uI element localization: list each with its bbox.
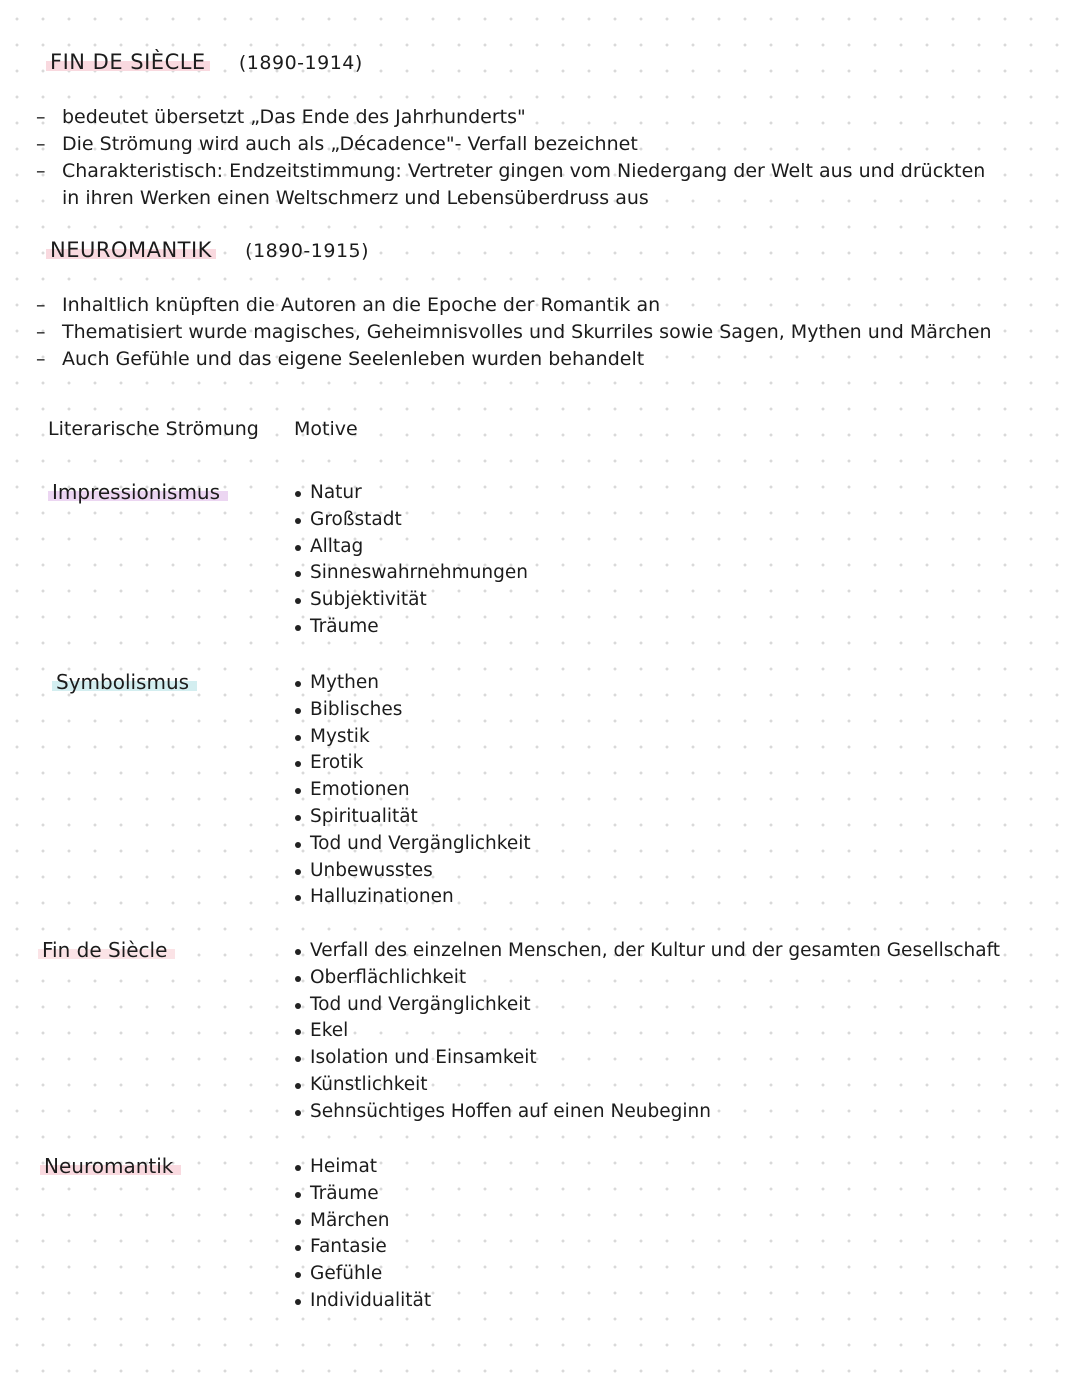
fin-de-siecle-notes [36, 104, 1036, 212]
motif-item: Sehnsüchtiges Hoffen auf einen Neubeginn [294, 1099, 1054, 1126]
movement-symbolismus: Symbolismus [52, 670, 197, 694]
section-heading-neuromantik [46, 238, 369, 262]
section-heading-fin-de-siecle [46, 50, 363, 74]
motif-item: Alltag [294, 534, 1054, 561]
motif-item: Individualität [294, 1288, 1054, 1315]
motif-item: Natur [294, 480, 1054, 507]
motif-item: Mystik [294, 724, 1054, 751]
motif-item: Isolation und Einsamkeit [294, 1045, 1054, 1072]
note-item: – Die Strömung wird auch als „Décadence"- Verfall bezeichnet [36, 131, 1036, 158]
motif-item: Fantasie [294, 1234, 1054, 1261]
motif-item: Ekel [294, 1018, 1054, 1045]
motif-item: Erotik [294, 750, 1054, 777]
motif-item: Tod und Vergänglichkeit [294, 992, 1054, 1019]
motif-item: Oberflächlichkeit [294, 965, 1054, 992]
section-years: (1890-1915) [245, 240, 370, 262]
movement-neuromantik: Neuromantik [40, 1154, 181, 1178]
movement-impressionismus: Impressionismus [48, 480, 228, 504]
motif-item: Spiritualität [294, 804, 1054, 831]
column-header-movement: Literarische Strömung [48, 418, 259, 440]
note-item: – Inhaltlich knüpften die Autoren an die Epoche der Romantik an [36, 292, 1036, 319]
note-item: – Thematisiert wurde magisches, Geheimnisvolles und Skurriles sowie Sagen, Mythen und Märchen [36, 319, 1036, 346]
motif-item: Unbewusstes [294, 858, 1054, 885]
column-header-motifs: Motive [294, 418, 358, 440]
motif-item: Träume [294, 1181, 1054, 1208]
motif-item: Großstadt [294, 507, 1054, 534]
note-item: – Charakteristisch: Endzeitstimmung: Vertreter gingen vom Niedergang der Welt aus und drückten in ihren Werken einen Weltschmerz und Lebensüberdruss aus [36, 158, 1036, 212]
motif-list-symbolismus [294, 670, 1054, 911]
motif-item: Heimat [294, 1154, 1054, 1181]
motif-item: Subjektivität [294, 587, 1054, 614]
motif-item: Gefühle [294, 1261, 1054, 1288]
motif-item: Künstlichkeit [294, 1072, 1054, 1099]
motif-list-neuromantik [294, 1154, 1054, 1315]
motif-item: Tod und Vergänglichkeit [294, 831, 1054, 858]
motif-item: Verfall des einzelnen Menschen, der Kultur und der gesamten Gesellschaft [294, 938, 1054, 965]
motif-item: Mythen [294, 670, 1054, 697]
section-years: (1890-1914) [238, 52, 363, 74]
motif-item: Märchen [294, 1208, 1054, 1235]
note-item: – bedeutet übersetzt „Das Ende des Jahrhunderts" [36, 104, 1036, 131]
motif-item: Träume [294, 614, 1054, 641]
neuromantik-notes [36, 292, 1036, 373]
note-item: – Auch Gefühle und das eigene Seelenleben wurden behandelt [36, 346, 1036, 373]
motif-item: Biblisches [294, 697, 1054, 724]
motif-list-impressionismus [294, 480, 1054, 641]
section-title: NEUROMANTIK [46, 238, 216, 262]
motif-list-fin-de-siecle [294, 938, 1054, 1126]
motif-item: Emotionen [294, 777, 1054, 804]
movement-fin-de-siecle: Fin de Siècle [38, 938, 175, 962]
section-title: FIN DE SIÈCLE [46, 50, 210, 74]
motif-item: Sinneswahrnehmungen [294, 560, 1054, 587]
motif-item: Halluzinationen [294, 884, 1054, 911]
